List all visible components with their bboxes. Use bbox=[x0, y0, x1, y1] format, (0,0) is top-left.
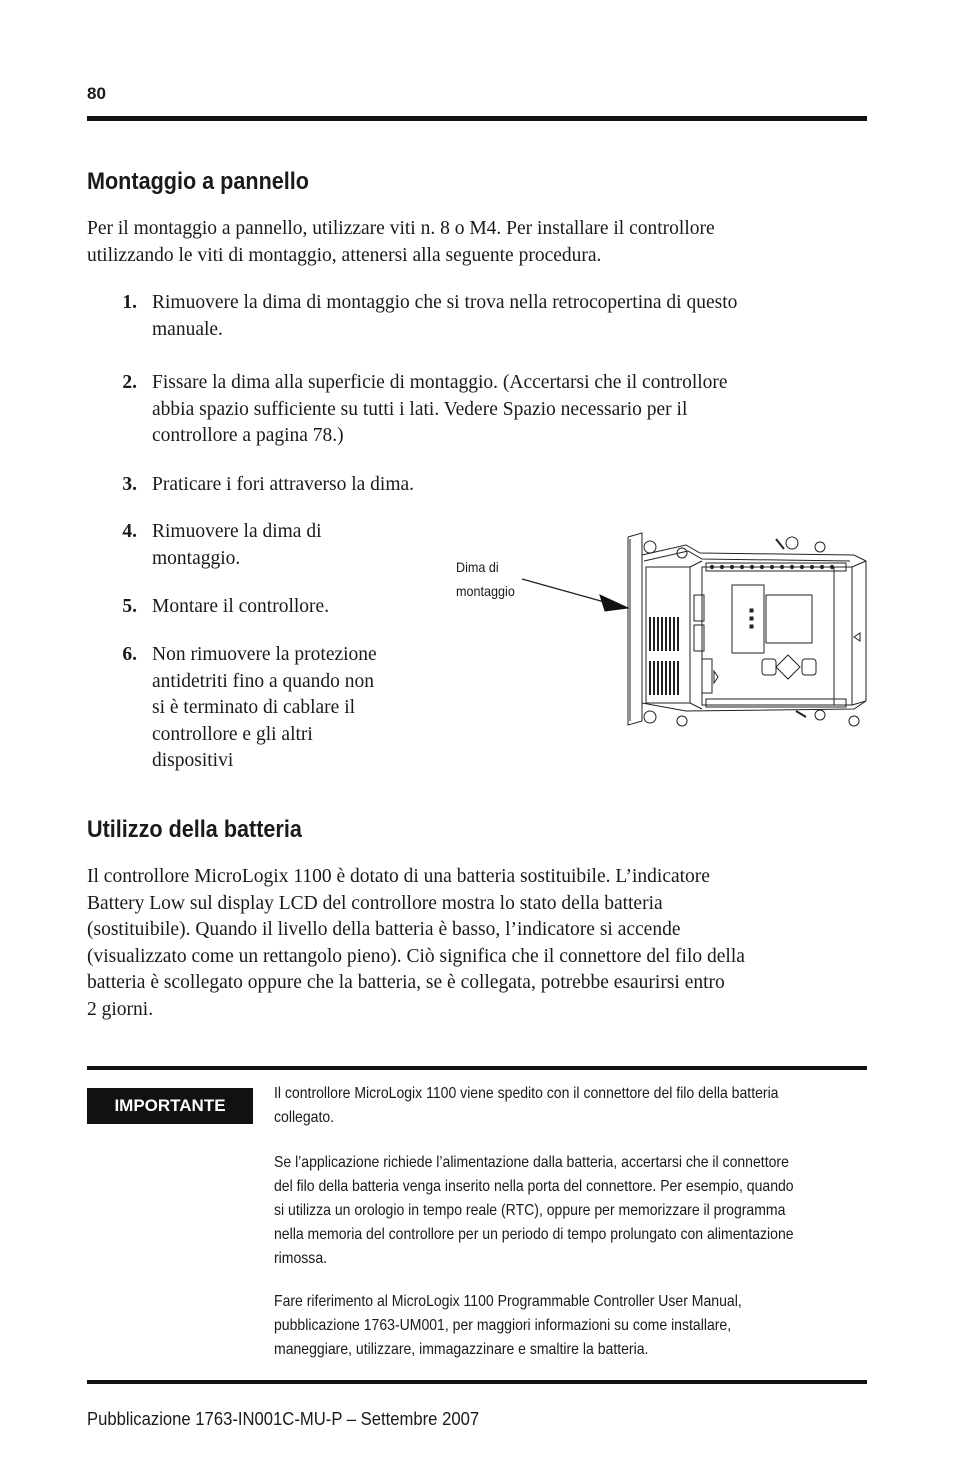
text-line: collegato. bbox=[274, 1109, 335, 1126]
battery-body bbox=[87, 864, 745, 1023]
mounting-intro bbox=[87, 216, 715, 269]
text-line: Non rimuovere la protezione bbox=[152, 644, 377, 665]
text-line: Fare riferimento al MicroLogix 1100 Programmable Controller User Manual, bbox=[274, 1293, 742, 1310]
text-line: Rimuovere la dima di montaggio che si trova nella retrocopertina di questo bbox=[152, 292, 738, 313]
text-line: utilizzando le viti di montaggio, attenersi alla seguente procedura. bbox=[87, 244, 602, 266]
step-number: 6. bbox=[122, 644, 137, 665]
text-line: manuale. bbox=[152, 318, 223, 340]
page-number: 80 bbox=[87, 84, 106, 103]
step-text bbox=[152, 519, 322, 572]
step-text bbox=[152, 642, 377, 775]
publication-footer: Pubblicazione 1763-IN001C-MU-P – Settembre 2007 bbox=[87, 1408, 480, 1429]
step-text: Praticare i fori attraverso la dima. bbox=[152, 474, 415, 495]
step-text bbox=[152, 370, 728, 450]
text-line: abbia spazio sufficiente su tutti i lati. Vedere Spazio necessario per il bbox=[152, 398, 688, 420]
text-line: si utilizza un orologio in tempo reale (RTC), oppure per memorizzare il programma bbox=[274, 1202, 786, 1219]
text-line: Dima di bbox=[456, 559, 499, 575]
text-line: Se l’applicazione richiede l’alimentazione dalla batteria, accertarsi che il connettore bbox=[274, 1154, 789, 1171]
text-line: batteria è scollegato oppure che la batteria, se è collegata, potrebbe esaurirsi entro bbox=[87, 972, 725, 993]
text-line: pubblicazione 1763-UM001, per maggiori informazioni su come installare, bbox=[274, 1317, 732, 1334]
text-line: Il controllore MicroLogix 1100 è dotato di una batteria sostituibile. L’indicatore bbox=[87, 866, 710, 887]
important-paragraph-3 bbox=[274, 1290, 864, 1362]
text-line: Rimuovere la dima di bbox=[152, 521, 322, 542]
text-line: dispositivi bbox=[152, 750, 234, 771]
text-line: controllore e gli altri bbox=[152, 723, 313, 745]
controller-figure bbox=[450, 525, 870, 740]
text-line: (sostituibile). Quando il livello della batteria è basso, l’indicatore si accende bbox=[87, 919, 681, 940]
section-title-mounting: Montaggio a pannello bbox=[87, 168, 309, 195]
text-line: Fissare la dima alla superficie di montaggio. (Accertarsi che il controllore bbox=[152, 372, 728, 393]
step-text bbox=[152, 290, 737, 343]
text-line: antidetriti fino a quando non bbox=[152, 670, 375, 692]
footer-rule bbox=[87, 1380, 867, 1384]
step-text: Montare il controllore. bbox=[152, 596, 330, 617]
text-line: maneggiare, utilizzare, immagazzinare e smaltire la batteria. bbox=[274, 1341, 649, 1358]
text-line: rimossa. bbox=[274, 1250, 328, 1267]
important-paragraph-1 bbox=[274, 1082, 864, 1130]
step-number: 2. bbox=[122, 372, 137, 393]
step-number: 1. bbox=[122, 292, 137, 313]
step-number: 5. bbox=[122, 596, 137, 617]
text-line: Battery Low sul display LCD del controllore mostra lo stato della batteria bbox=[87, 892, 663, 914]
step-number: 3. bbox=[122, 474, 137, 495]
text-line: montaggio. bbox=[152, 547, 241, 569]
text-line: controllore a pagina 78.) bbox=[152, 425, 344, 446]
text-line: del filo della batteria venga inserito nella porta del connettore. Per esempio, quando bbox=[274, 1178, 794, 1195]
text-line: Il controllore MicroLogix 1100 viene spedito con il connettore del filo della batteria bbox=[274, 1085, 779, 1102]
text-line: nella memoria del controllore per un periodo di tempo prolungato con alimentazione bbox=[274, 1226, 794, 1243]
important-badge: IMPORTANTE bbox=[87, 1088, 253, 1124]
text-line: montaggio bbox=[456, 583, 515, 599]
important-top-rule bbox=[87, 1066, 867, 1070]
important-paragraph-2 bbox=[274, 1151, 864, 1271]
text-line: 2 giorni. bbox=[87, 998, 154, 1020]
section-title-battery: Utilizzo della batteria bbox=[87, 816, 302, 843]
step-number: 4. bbox=[122, 521, 137, 542]
text-line: si è terminato di cablare il bbox=[152, 697, 356, 718]
header-rule bbox=[87, 116, 867, 121]
controller-mounting-illustration-icon bbox=[450, 525, 870, 740]
text-line: Per il montaggio a pannello, utilizzare viti n. 8 o M4. Per installare il controllore bbox=[87, 218, 715, 239]
text-line: (visualizzato come un rettangolo pieno). Ciò significa che il connettore del filo della bbox=[87, 945, 745, 967]
